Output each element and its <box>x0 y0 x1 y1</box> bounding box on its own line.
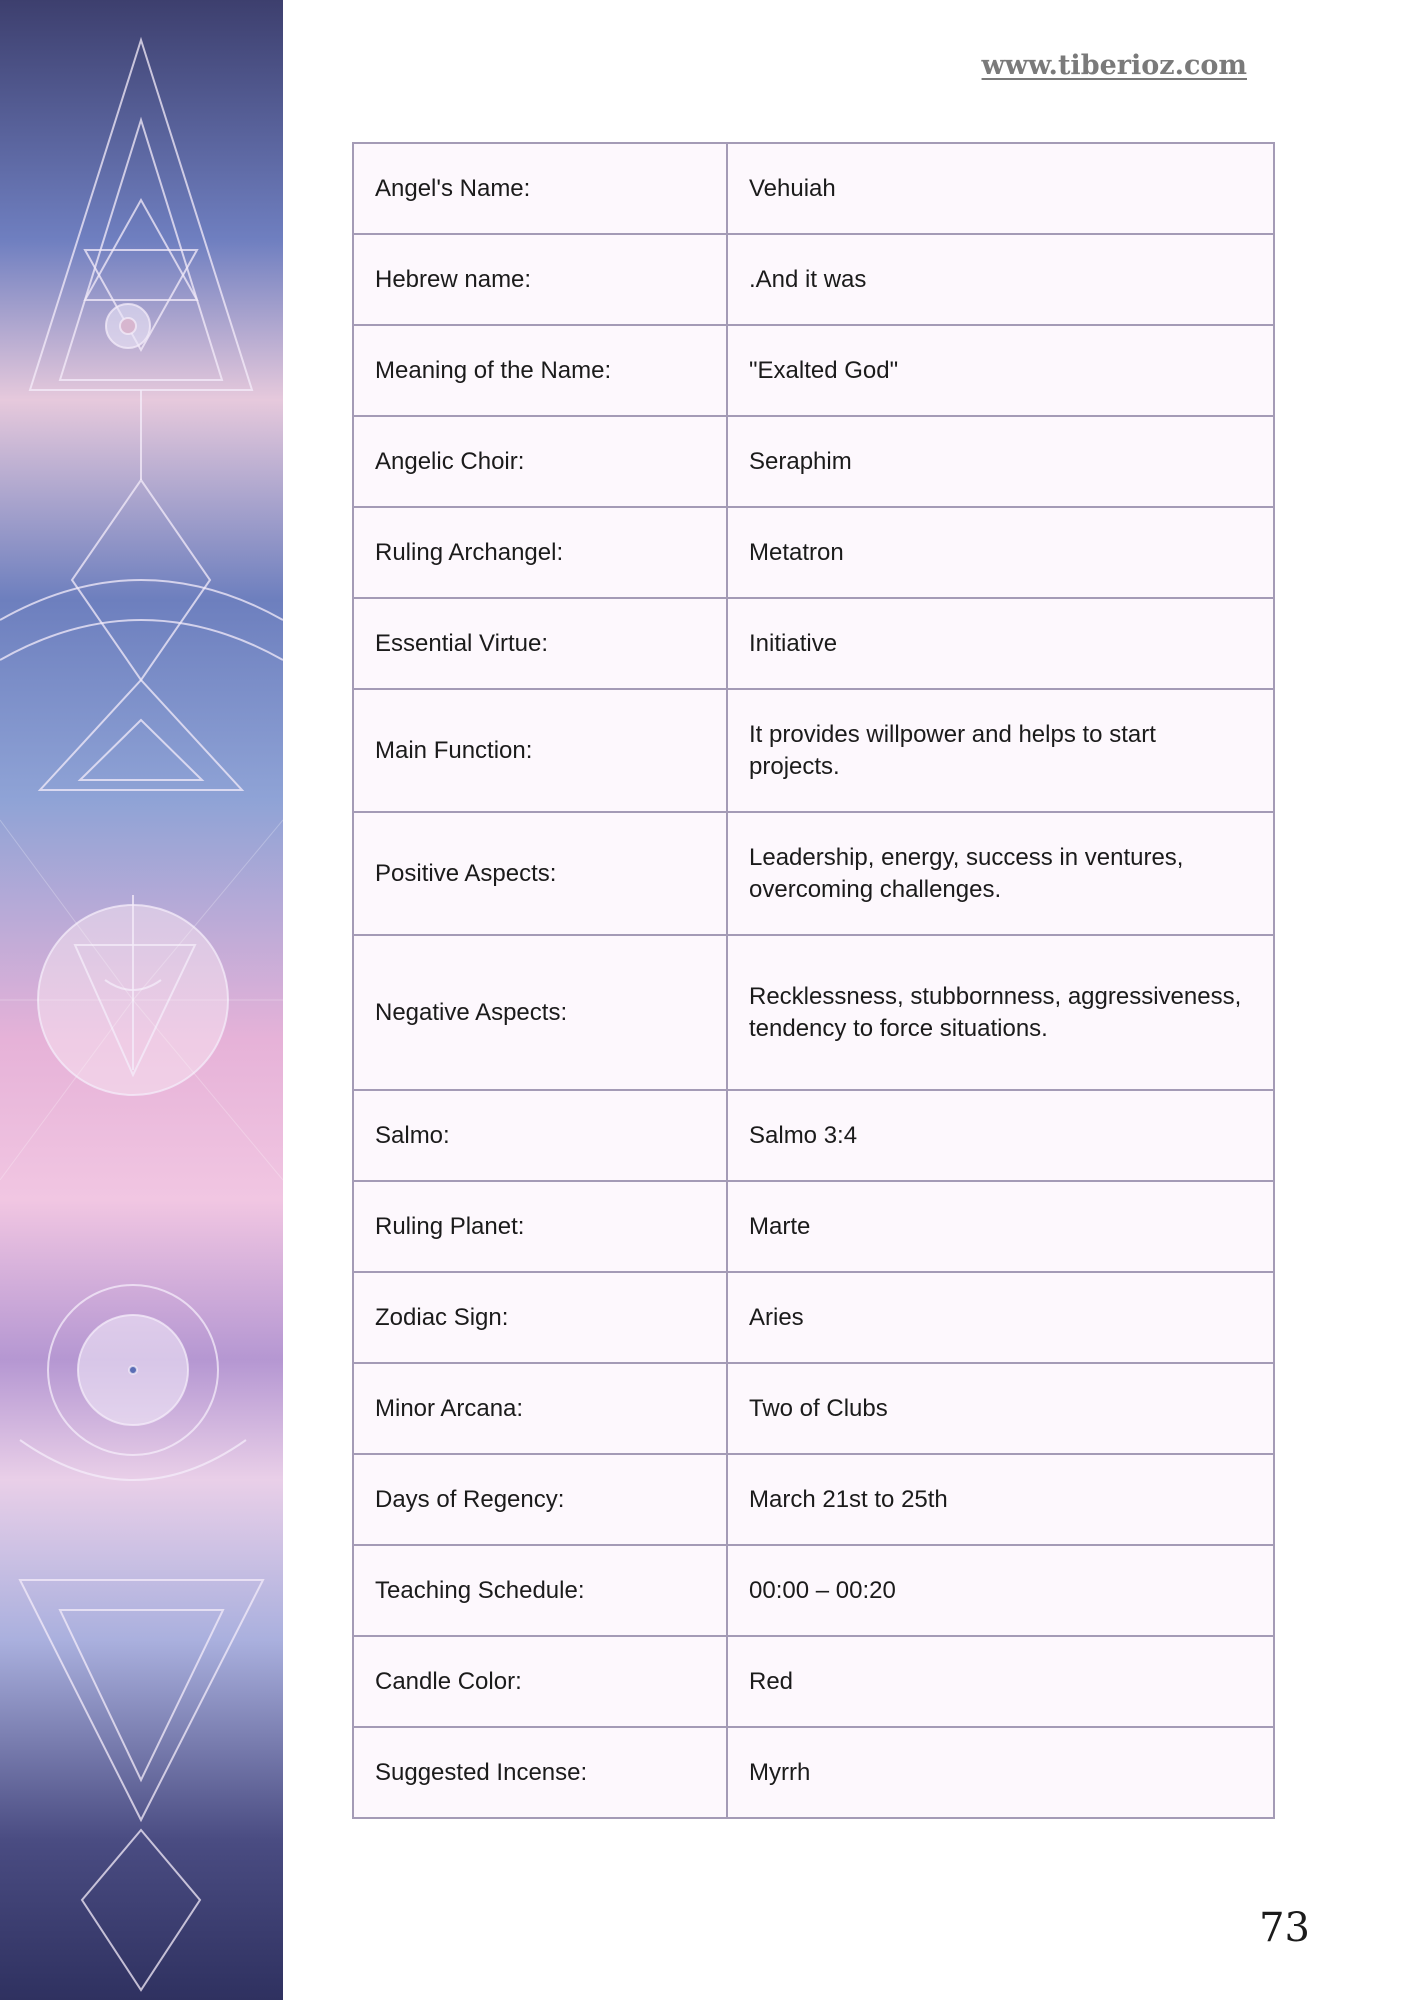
table-row <box>353 935 1274 1090</box>
table-row <box>353 1545 1274 1636</box>
table-row <box>353 689 1274 812</box>
row-label: Teaching Schedule: <box>353 1545 727 1636</box>
table-row <box>353 1636 1274 1727</box>
row-label: Minor Arcana: <box>353 1363 727 1454</box>
row-value: Red <box>727 1636 1274 1727</box>
table-row <box>353 1363 1274 1454</box>
sacred-geometry-illustration-icon <box>0 0 283 2000</box>
row-value: "Exalted God" <box>727 325 1274 416</box>
table-row <box>353 1090 1274 1181</box>
row-value: Two of Clubs <box>727 1363 1274 1454</box>
site-url-link[interactable]: www.tiberioz.com <box>981 50 1247 81</box>
table-row <box>353 598 1274 689</box>
page-number: 73 <box>1259 1905 1310 1951</box>
table-row <box>353 1181 1274 1272</box>
row-value: Myrrh <box>727 1727 1274 1818</box>
row-value: Seraphim <box>727 416 1274 507</box>
row-label: Essential Virtue: <box>353 598 727 689</box>
row-value: 00:00 – 00:20 <box>727 1545 1274 1636</box>
table-row <box>353 143 1274 234</box>
row-label: Ruling Planet: <box>353 1181 727 1272</box>
table-row <box>353 325 1274 416</box>
row-label: Ruling Archangel: <box>353 507 727 598</box>
row-label: Meaning of the Name: <box>353 325 727 416</box>
row-value: March 21st to 25th <box>727 1454 1274 1545</box>
table-row <box>353 1727 1274 1818</box>
table-row <box>353 1272 1274 1363</box>
row-value: Initiative <box>727 598 1274 689</box>
row-label: Main Function: <box>353 689 727 812</box>
table-row <box>353 234 1274 325</box>
row-value: Recklessness, stubbornness, aggressiveness, tendency to force situations. <box>727 935 1274 1090</box>
row-value: Aries <box>727 1272 1274 1363</box>
row-label: Positive Aspects: <box>353 812 727 935</box>
row-value: It provides willpower and helps to start projects. <box>727 689 1274 812</box>
row-value: .And it was <box>727 234 1274 325</box>
row-value: Metatron <box>727 507 1274 598</box>
table-row <box>353 507 1274 598</box>
row-label: Suggested Incense: <box>353 1727 727 1818</box>
row-value: Leadership, energy, success in ventures, overcoming challenges. <box>727 812 1274 935</box>
row-label: Zodiac Sign: <box>353 1272 727 1363</box>
table-row <box>353 416 1274 507</box>
table-row <box>353 1454 1274 1545</box>
row-label: Hebrew name: <box>353 234 727 325</box>
row-label: Angelic Choir: <box>353 416 727 507</box>
row-value: Marte <box>727 1181 1274 1272</box>
table-row <box>353 812 1274 935</box>
row-value: Salmo 3:4 <box>727 1090 1274 1181</box>
row-label: Angel's Name: <box>353 143 727 234</box>
row-value: Vehuiah <box>727 143 1274 234</box>
row-label: Negative Aspects: <box>353 935 727 1090</box>
row-label: Salmo: <box>353 1090 727 1181</box>
sidebar-art <box>0 0 283 2000</box>
angel-info-table <box>352 142 1275 1819</box>
row-label: Days of Regency: <box>353 1454 727 1545</box>
row-label: Candle Color: <box>353 1636 727 1727</box>
